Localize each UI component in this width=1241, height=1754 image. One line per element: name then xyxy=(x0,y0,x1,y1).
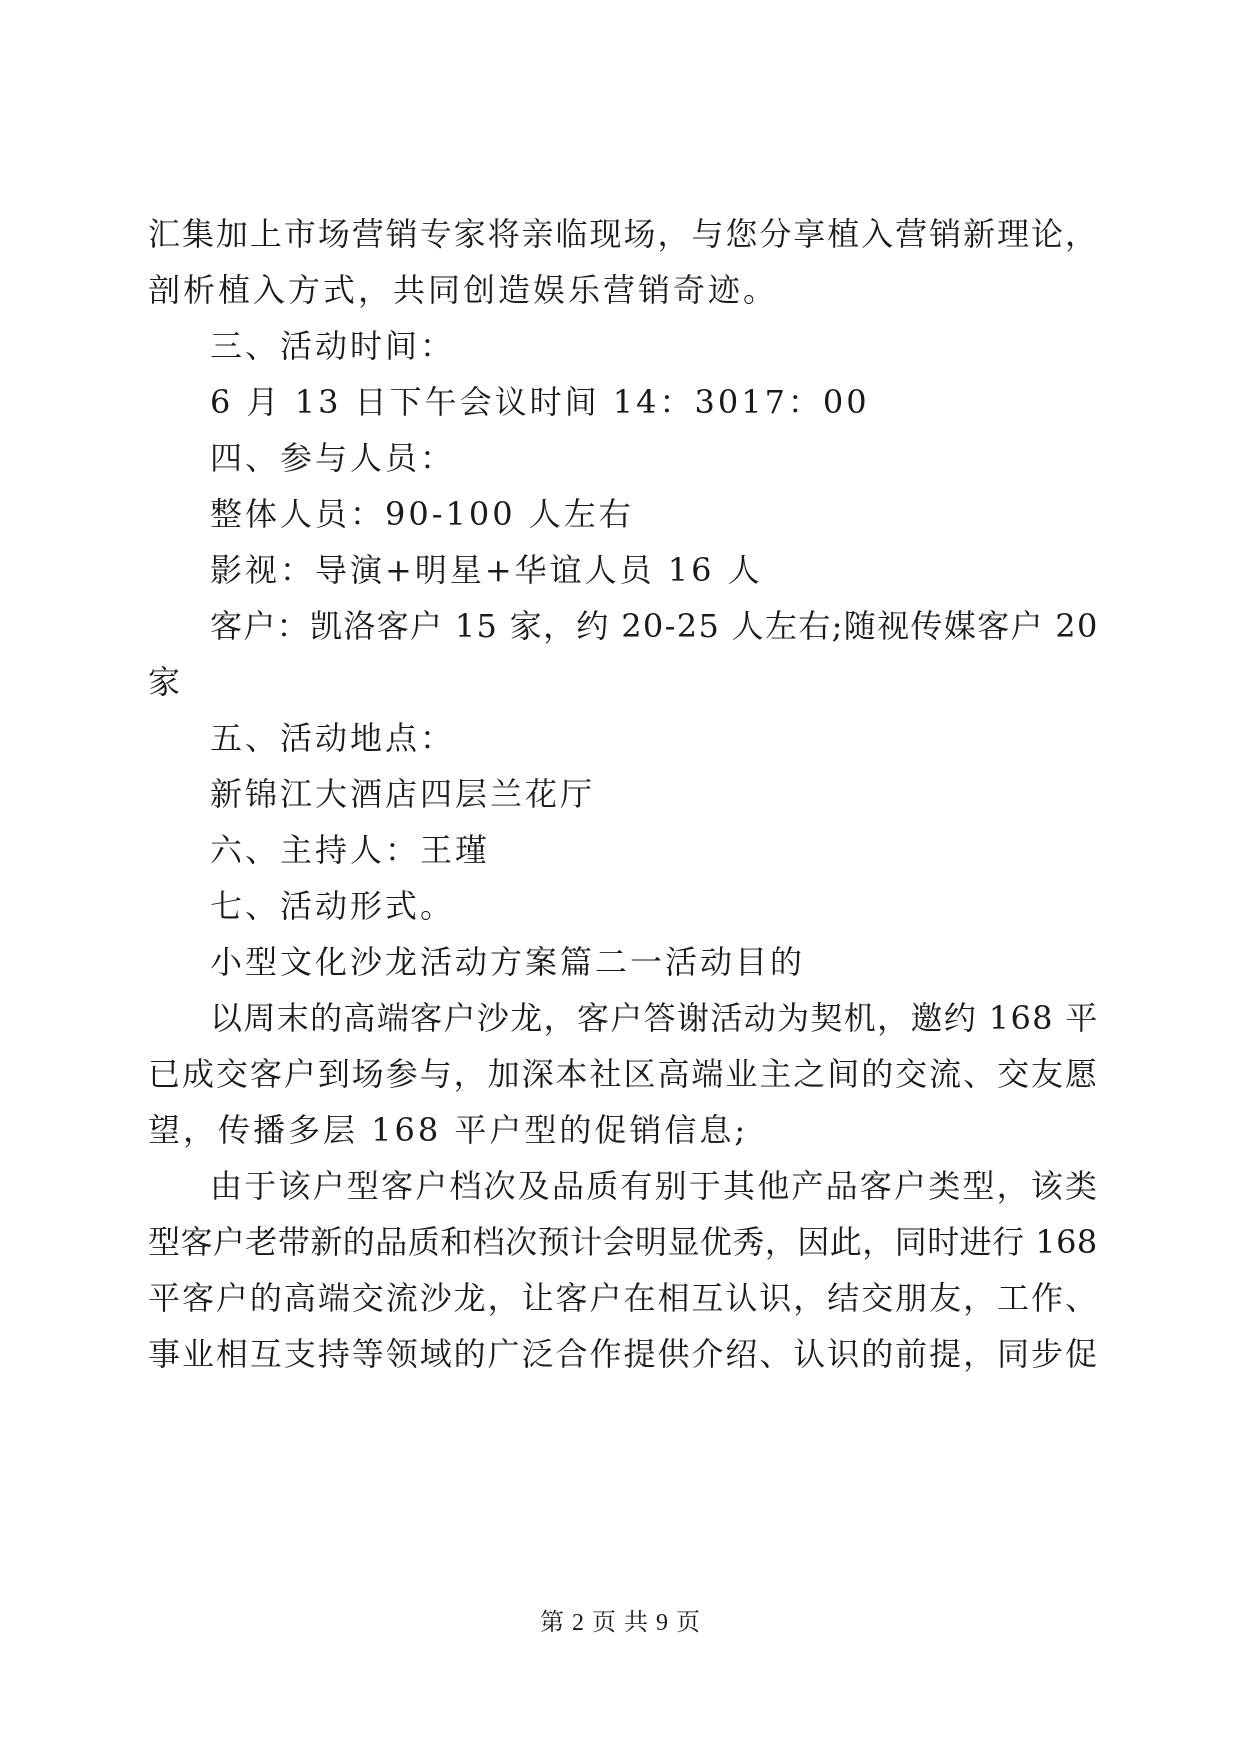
section-heading: 小型文化沙龙活动方案篇二一活动目的 xyxy=(210,943,806,981)
text-line: 整体人员：90-100 人左右 xyxy=(210,495,634,533)
section-heading: 七、活动形式。 xyxy=(210,887,456,925)
text-line: 事业相互支持等领域的广泛合作提供介绍、认识的前提，同步促 xyxy=(148,1335,1099,1373)
text-line: 新锦江大酒店四层兰花厅 xyxy=(210,775,596,813)
text-line: 由于该户型客户档次及品质有别于其他产品客户类型，该类 xyxy=(210,1167,1100,1205)
text-line: 型客户老带新的品质和档次预计会明显优秀，因此，同时进行 168 xyxy=(148,1223,1098,1261)
text-line: 影视：导演+明星+华谊人员 16 人 xyxy=(210,551,763,589)
text-line: 家 xyxy=(148,663,184,701)
text-line: 望，传播多层 168 平户型的促销信息; xyxy=(148,1111,749,1149)
section-heading: 四、参与人员： xyxy=(210,439,456,477)
text-line: 客户：凯洛客户 15 家，约 20-25 人左右;随视传媒客户 20 xyxy=(210,607,1099,645)
section-heading: 五、活动地点： xyxy=(210,719,456,757)
text-line: 以周末的高端客户沙龙，客户答谢活动为契机，邀约 168 平 xyxy=(210,999,1099,1037)
page-number-footer: 第 2 页 共 9 页 xyxy=(540,1610,701,1636)
text-line: 剖析植入方式，共同创造娱乐营销奇迹。 xyxy=(148,271,779,309)
text-line: 已成交客户到场参与，加深本社区高端业主之间的交流、交友愿 xyxy=(148,1055,1099,1093)
section-heading: 三、活动时间： xyxy=(210,327,456,365)
section-heading: 六、主持人：王瑾 xyxy=(210,831,491,869)
text-line: 平客户的高端交流沙龙，让客户在相互认识，结交朋友，工作、 xyxy=(148,1279,1099,1317)
text-line: 汇集加上市场营销专家将亲临现场，与您分享植入营销新理论， xyxy=(148,215,1099,253)
text-line: 6 月 13 日下午会议时间 14：3017：00 xyxy=(210,383,870,421)
